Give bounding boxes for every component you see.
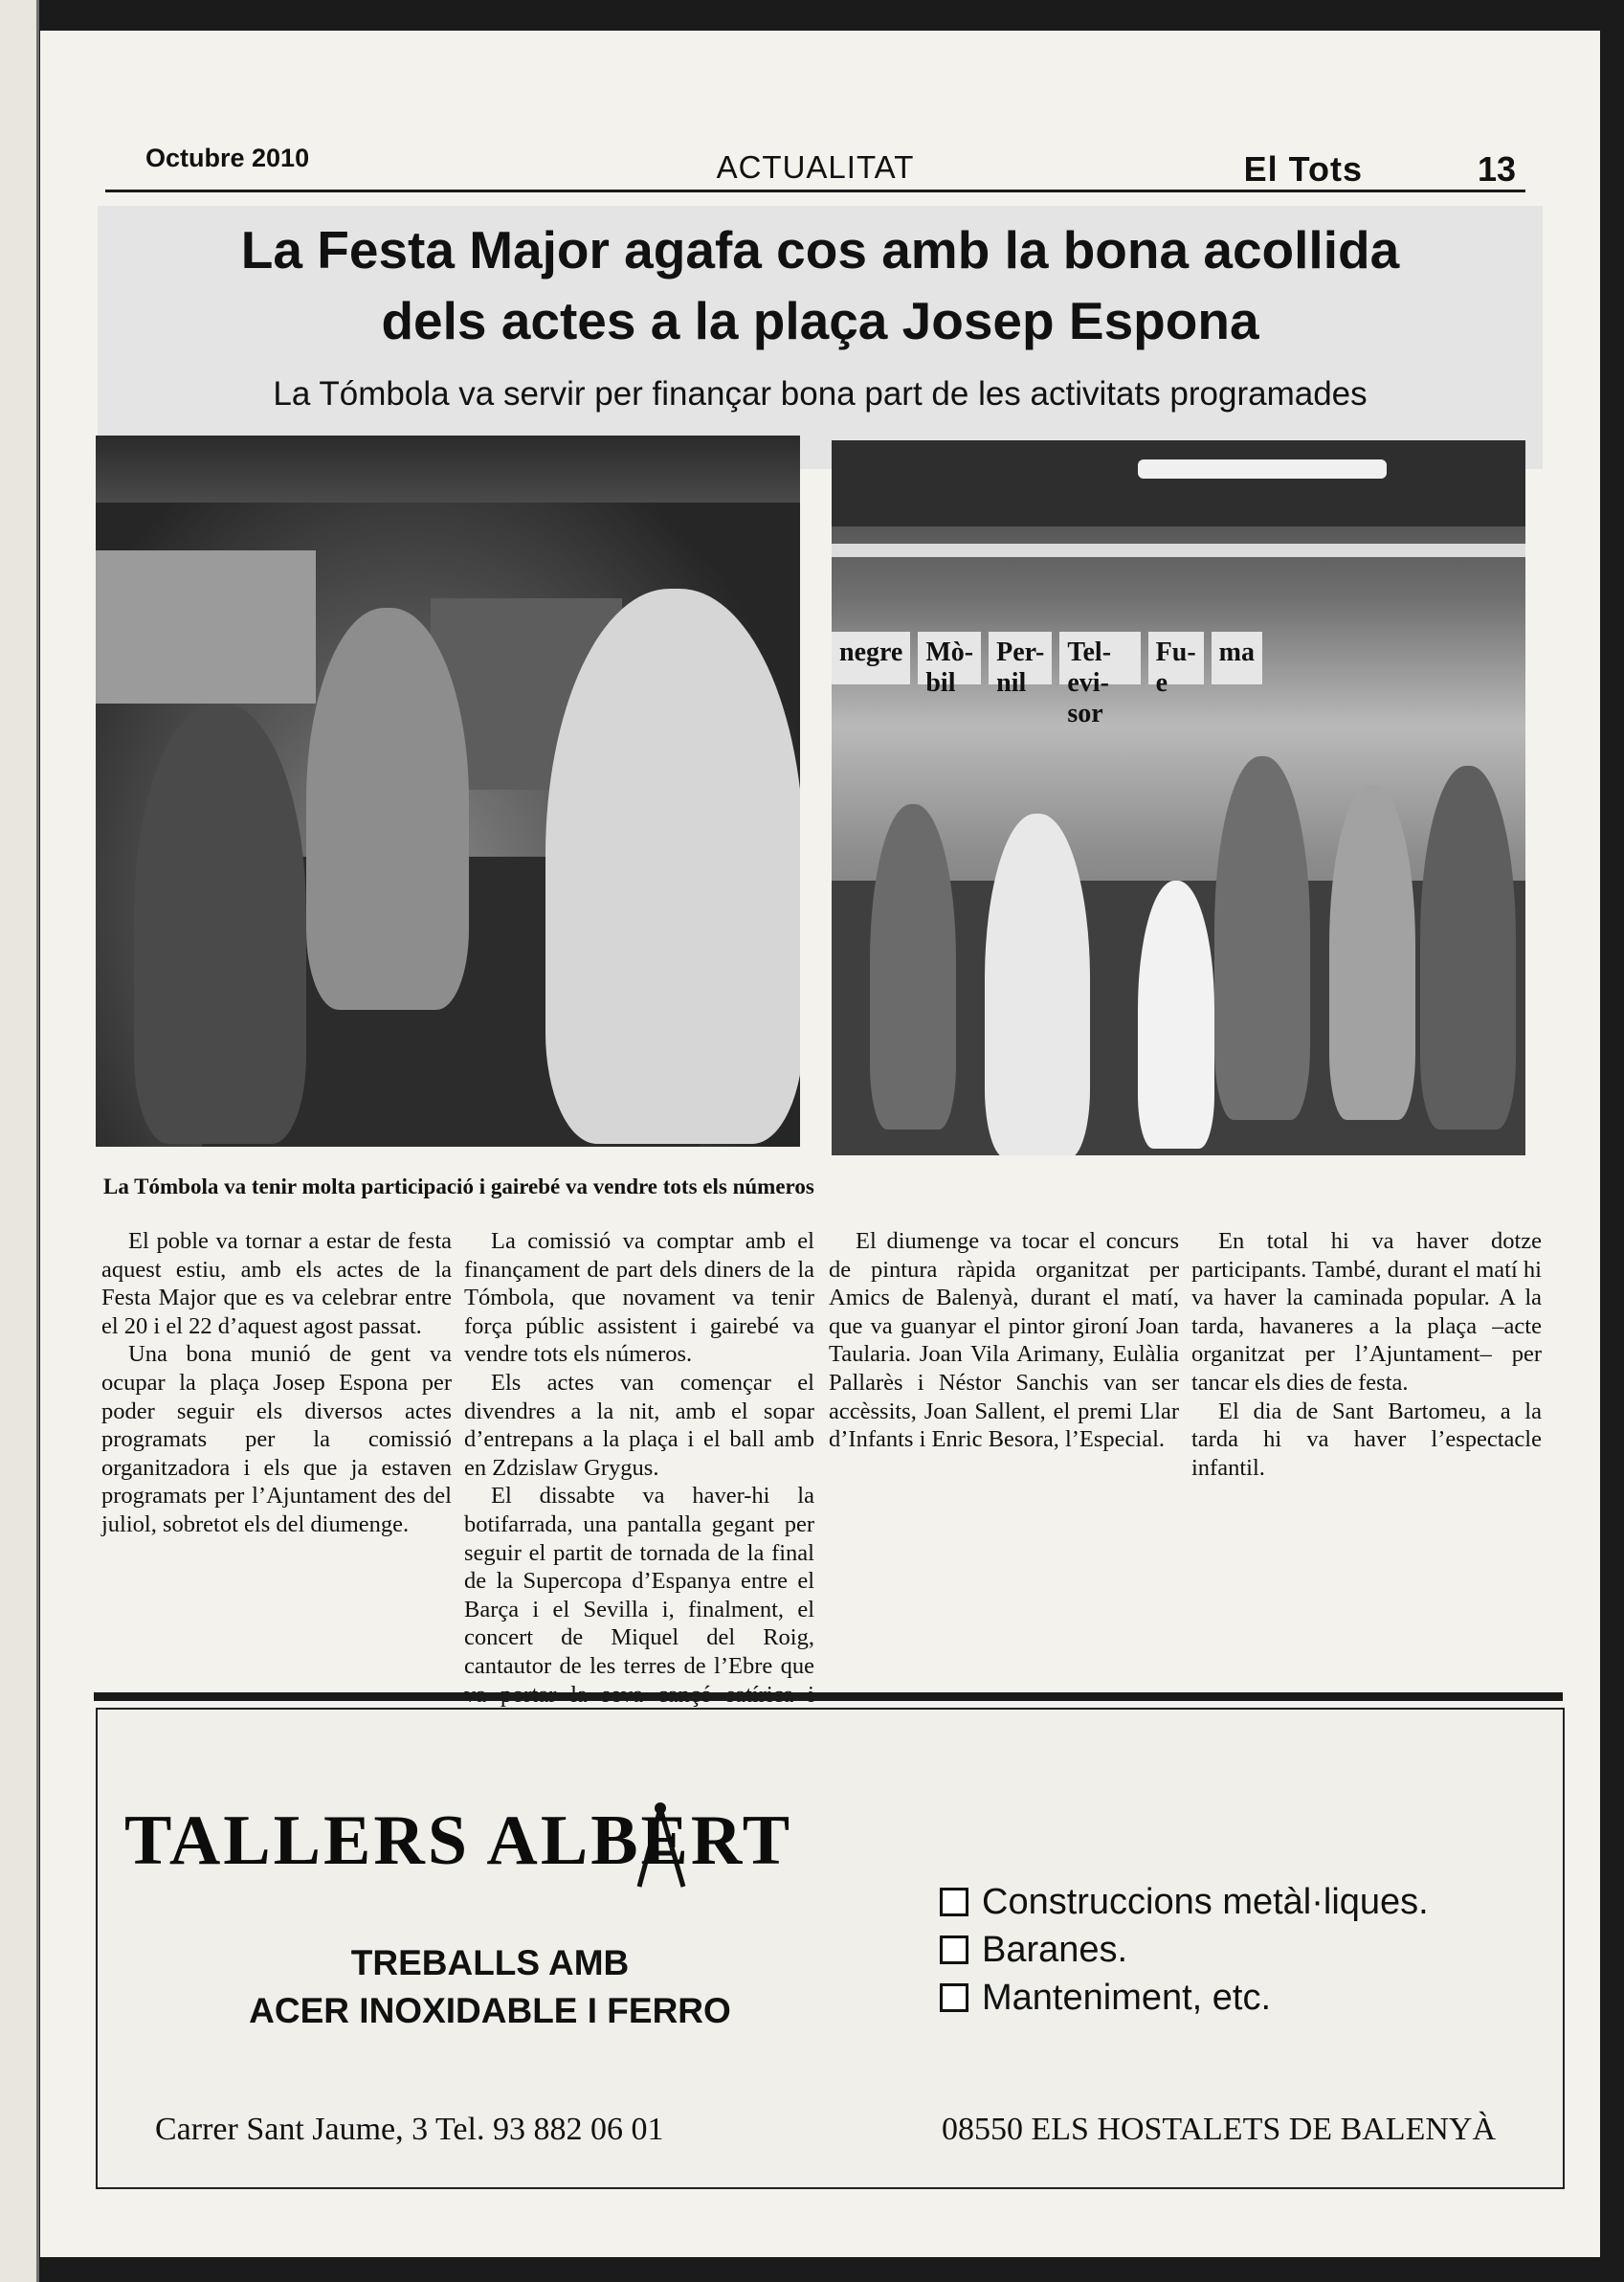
ceiling (96, 436, 800, 503)
headline-line-2: dels actes a la plaça Josep Espona (381, 291, 1259, 350)
man-figure (306, 608, 469, 1010)
child-figure (1138, 881, 1214, 1149)
logo-wordmark: TALLERS ALBERT (124, 1801, 793, 1880)
advertisement (96, 1708, 1565, 2189)
man-figure-right (545, 589, 800, 1144)
paragraph: Els actes van començar el divendres a la nit, amb el sopar d’entrepans a la plaça i el ball amb en Zdzislaw Grygus. (464, 1369, 814, 1481)
stall-sign: Mò-bil (918, 632, 981, 684)
headline-line-1: La Festa Major agafa cos amb la bona acollida (240, 220, 1400, 280)
article-column-4 (1191, 1227, 1542, 1482)
article-column-3 (829, 1227, 1179, 1454)
shelf-items (96, 550, 316, 704)
person-figure (870, 804, 956, 1130)
checkbox-icon (940, 1888, 968, 1916)
article-column-1 (101, 1227, 452, 1539)
service-item (940, 1974, 1429, 2022)
stall-sign: negre (832, 632, 910, 684)
article-column-2 (464, 1227, 814, 1737)
publication-name: El Tots (1243, 149, 1363, 189)
page-number: 13 (1477, 149, 1516, 189)
person-figure (1420, 766, 1516, 1130)
service-label: Baranes. (982, 1930, 1128, 1970)
paragraph: Una bona munió de gent va ocupar la plaça Josep Espona per poder seguir els diversos actes programats per la comissió organitzadora i els que ja estaven programats per l’Ajuntament des del juliol, sobretot els del diumenge. (101, 1341, 452, 1537)
paragraph: En total hi va haver dotze participants. També, durant el matí hi va haver la caminada popular. A la tarda, havaneres a la plaça –acte organitzat per l’Ajuntament– per tancar els dies de festa. (1191, 1228, 1542, 1396)
ad-top-rule (94, 1692, 1563, 1697)
service-label: Construccions metàl·liques. (982, 1882, 1429, 1922)
checkbox-icon (940, 1983, 968, 2012)
photo-tombola-counter (96, 436, 800, 1147)
tagline-line-1: TREBALLS AMB (350, 1943, 630, 1982)
newspaper-page (40, 31, 1600, 2257)
person-figure (1214, 756, 1310, 1120)
ceiling (832, 440, 1525, 526)
services-list (940, 1878, 1429, 2022)
section-title: ACTUALITAT (716, 149, 915, 185)
ad-city: 08550 ELS HOSTALETS DE BALENYÀ (941, 2112, 1496, 2147)
photo-crowd (832, 440, 1525, 1155)
paragraph: La comissió va comptar amb el finançament de part dels diners de la Tómbola, que novament va tenir força públic assistent i gairebé va vendre tots els números. (464, 1228, 814, 1368)
tagline-line-2: ACER INOXIDABLE I FERRO (249, 1991, 731, 2030)
roof-beam (832, 544, 1525, 557)
stall-sign: ma (1212, 632, 1262, 684)
paragraph: El diumenge va tocar el concurs de pintura ràpida organitzat per Amics de Balenyà, durant el matí, que va guanyar el pintor gironí Joan Taularia. Joan Vila Arimany, Eulàlia Pallarès i Néstor Sanchis van ser accèssits, Joan Sallent, el premi Llar d’Infants i Enric Besora, l’Especial. (829, 1228, 1179, 1453)
paragraph: El poble va tornar a estar de festa aquest estiu, amb els actes de la Festa Major que es va celebrar entre el 20 i el 22 d’aquest agost passat. (101, 1228, 452, 1339)
service-label: Manteniment, etc. (982, 1978, 1272, 2018)
issue-date: Octubre 2010 (145, 144, 310, 172)
woman-figure (134, 704, 306, 1144)
ceiling-light (1138, 459, 1387, 479)
article-subheadline: La Tómbola va servir per finançar bona part de les activitats programades (273, 375, 1368, 413)
stall-sign: Fu-e (1148, 632, 1204, 684)
service-item (940, 1926, 1429, 1974)
ad-tagline (193, 1939, 787, 2035)
adjacent-page-edge (0, 0, 39, 2282)
service-item (940, 1878, 1429, 1926)
article-headline (98, 214, 1543, 356)
stall-signs (832, 632, 1262, 728)
person-figure (1329, 785, 1415, 1120)
page-header (105, 105, 1525, 192)
person-figure (985, 814, 1090, 1155)
stall-sign: Per-nil (989, 632, 1052, 684)
photo-caption: La Tómbola va tenir molta participació i gairebé va vendre tots els números (103, 1175, 814, 1198)
paragraph: El dissabte va haver-hi la botifarrada, una pantalla gegant per seguir el partit de tornada de la final de la Supercopa d’Espanya entre el Barça i el Sevilla i, finalment, el concert de Miquel del Roig, cantautor de les terres de l’Ebre que (464, 1483, 814, 1679)
checkbox-icon (940, 1935, 968, 1964)
advertiser-logo (124, 1801, 909, 1906)
stall-sign: Tel-evi-sor (1059, 632, 1140, 684)
paragraph: El dia de Sant Bartomeu, a la tarda hi va haver l’espectacle infantil. (1191, 1398, 1542, 1481)
ad-address: Carrer Sant Jaume, 3 Tel. 93 882 06 01 (155, 2112, 664, 2147)
